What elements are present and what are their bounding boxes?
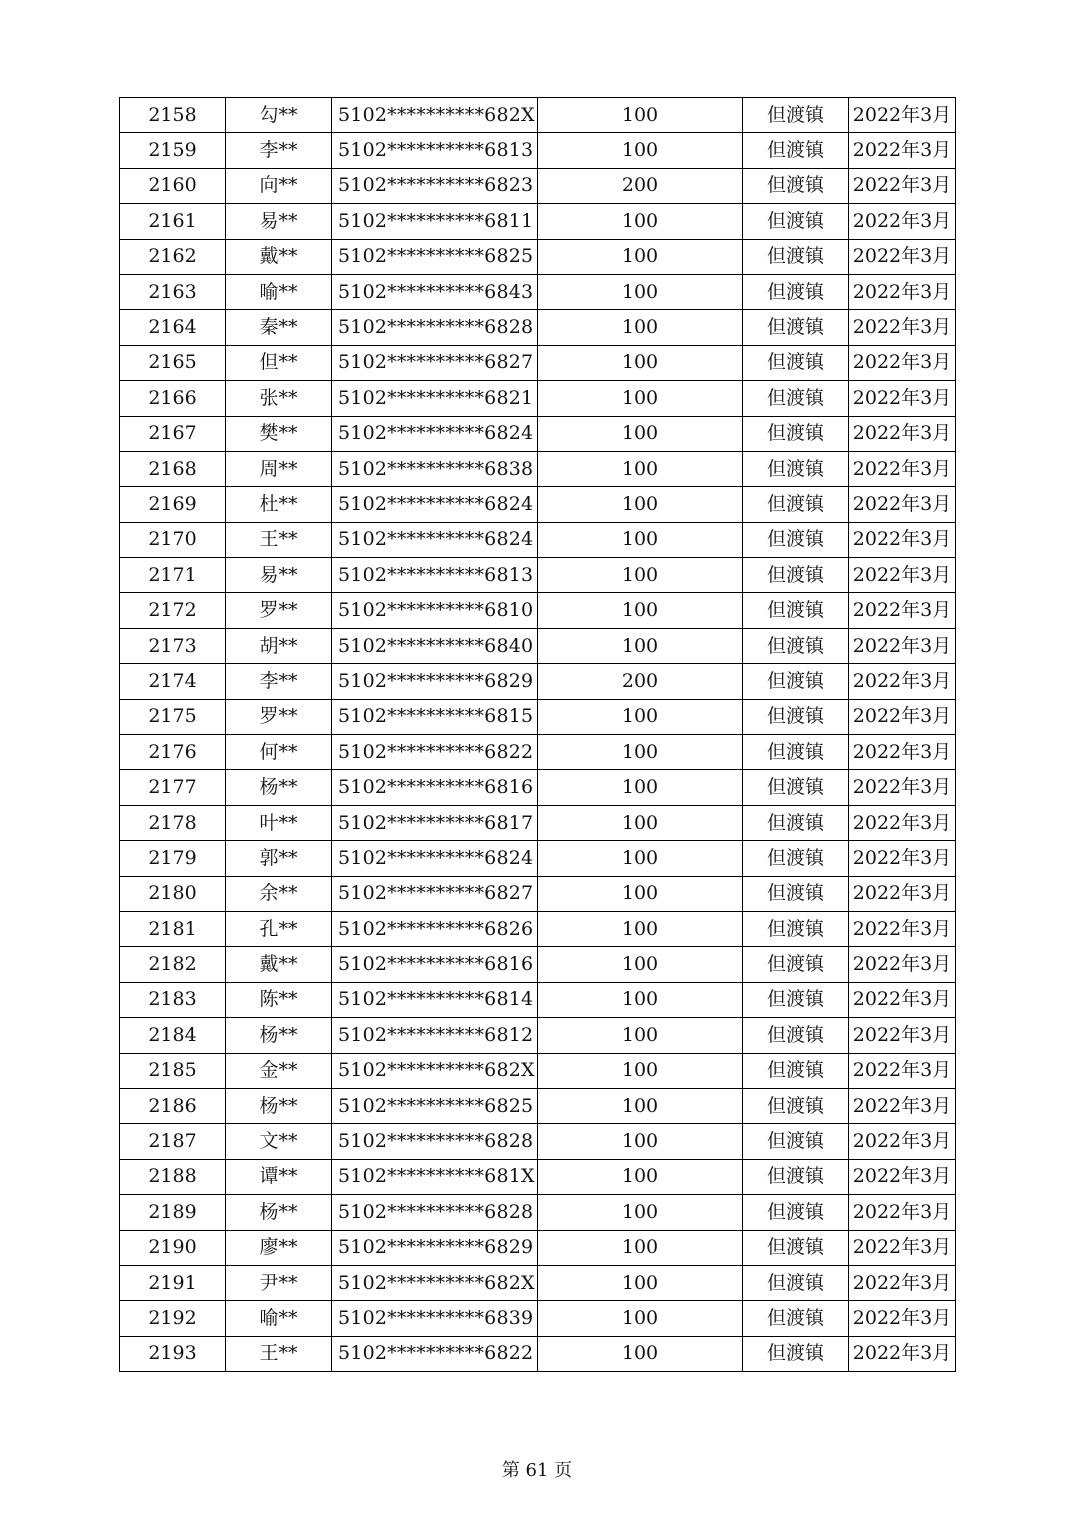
name-cell: 王** <box>226 1336 332 1371</box>
amount-cell: 100 <box>538 876 743 911</box>
amount-cell: 100 <box>538 982 743 1017</box>
id-number-cell: 5102**********6840 <box>332 628 538 663</box>
amount-cell: 200 <box>538 664 743 699</box>
serial-number-cell: 2159 <box>120 133 226 168</box>
table-row <box>120 593 956 628</box>
town-cell: 但渡镇 <box>743 168 849 203</box>
serial-number-cell: 2188 <box>120 1159 226 1194</box>
table-row <box>120 1018 956 1053</box>
amount-cell: 100 <box>538 1195 743 1230</box>
serial-number-cell: 2173 <box>120 628 226 663</box>
table-row <box>120 664 956 699</box>
town-cell: 但渡镇 <box>743 204 849 239</box>
date-cell: 2022年3月 <box>849 876 956 911</box>
date-cell: 2022年3月 <box>849 451 956 486</box>
table-row <box>120 451 956 486</box>
table-row <box>120 699 956 734</box>
serial-number-cell: 2170 <box>120 522 226 557</box>
name-cell: 王** <box>226 522 332 557</box>
date-cell: 2022年3月 <box>849 982 956 1017</box>
table-row <box>120 204 956 239</box>
date-cell: 2022年3月 <box>849 1230 956 1265</box>
amount-cell: 100 <box>538 1124 743 1159</box>
id-number-cell: 5102**********6824 <box>332 416 538 451</box>
amount-cell: 100 <box>538 1301 743 1336</box>
date-cell: 2022年3月 <box>849 204 956 239</box>
table-row <box>120 274 956 309</box>
id-number-cell: 5102**********6812 <box>332 1018 538 1053</box>
id-number-cell: 5102**********6828 <box>332 310 538 345</box>
amount-cell: 100 <box>538 381 743 416</box>
id-number-cell: 5102**********6828 <box>332 1195 538 1230</box>
table-row <box>120 1053 956 1088</box>
date-cell: 2022年3月 <box>849 664 956 699</box>
date-cell: 2022年3月 <box>849 239 956 274</box>
name-cell: 杜** <box>226 487 332 522</box>
table-row <box>120 522 956 557</box>
town-cell: 但渡镇 <box>743 522 849 557</box>
table-row <box>120 947 956 982</box>
serial-number-cell: 2182 <box>120 947 226 982</box>
name-cell: 樊** <box>226 416 332 451</box>
name-cell: 喻** <box>226 1301 332 1336</box>
id-number-cell: 5102**********6823 <box>332 168 538 203</box>
serial-number-cell: 2161 <box>120 204 226 239</box>
town-cell: 但渡镇 <box>743 805 849 840</box>
id-number-cell: 5102**********6824 <box>332 841 538 876</box>
name-cell: 罗** <box>226 593 332 628</box>
town-cell: 但渡镇 <box>743 1018 849 1053</box>
table-row <box>120 1159 956 1194</box>
id-number-cell: 5102**********6825 <box>332 1088 538 1123</box>
amount-cell: 100 <box>538 805 743 840</box>
name-cell: 郭** <box>226 841 332 876</box>
name-cell: 秦** <box>226 310 332 345</box>
table-row <box>120 1088 956 1123</box>
date-cell: 2022年3月 <box>849 558 956 593</box>
amount-cell: 100 <box>538 911 743 946</box>
id-number-cell: 5102**********682X <box>332 98 538 133</box>
id-number-cell: 5102**********6822 <box>332 735 538 770</box>
serial-number-cell: 2169 <box>120 487 226 522</box>
town-cell: 但渡镇 <box>743 558 849 593</box>
amount-cell: 100 <box>538 1265 743 1300</box>
date-cell: 2022年3月 <box>849 168 956 203</box>
name-cell: 罗** <box>226 699 332 734</box>
serial-number-cell: 2163 <box>120 274 226 309</box>
id-number-cell: 5102**********6810 <box>332 593 538 628</box>
amount-cell: 100 <box>538 593 743 628</box>
date-cell: 2022年3月 <box>849 628 956 663</box>
table-row <box>120 841 956 876</box>
date-cell: 2022年3月 <box>849 1053 956 1088</box>
serial-number-cell: 2181 <box>120 911 226 946</box>
town-cell: 但渡镇 <box>743 451 849 486</box>
id-number-cell: 5102**********6811 <box>332 204 538 239</box>
amount-cell: 100 <box>538 770 743 805</box>
table-row <box>120 1230 956 1265</box>
id-number-cell: 5102**********6827 <box>332 876 538 911</box>
serial-number-cell: 2187 <box>120 1124 226 1159</box>
table-row <box>120 310 956 345</box>
id-number-cell: 5102**********6825 <box>332 239 538 274</box>
serial-number-cell: 2190 <box>120 1230 226 1265</box>
town-cell: 但渡镇 <box>743 310 849 345</box>
town-cell: 但渡镇 <box>743 239 849 274</box>
town-cell: 但渡镇 <box>743 381 849 416</box>
date-cell: 2022年3月 <box>849 274 956 309</box>
table-row <box>120 1195 956 1230</box>
id-number-cell: 5102**********6827 <box>332 345 538 380</box>
town-cell: 但渡镇 <box>743 1195 849 1230</box>
amount-cell: 100 <box>538 522 743 557</box>
date-cell: 2022年3月 <box>849 805 956 840</box>
town-cell: 但渡镇 <box>743 664 849 699</box>
serial-number-cell: 2171 <box>120 558 226 593</box>
date-cell: 2022年3月 <box>849 1159 956 1194</box>
table-row <box>120 345 956 380</box>
town-cell: 但渡镇 <box>743 1124 849 1159</box>
date-cell: 2022年3月 <box>849 947 956 982</box>
amount-cell: 100 <box>538 487 743 522</box>
name-cell: 杨** <box>226 1195 332 1230</box>
amount-cell: 100 <box>538 133 743 168</box>
serial-number-cell: 2158 <box>120 98 226 133</box>
amount-cell: 100 <box>538 1336 743 1371</box>
date-cell: 2022年3月 <box>849 345 956 380</box>
amount-cell: 100 <box>538 1088 743 1123</box>
table-row <box>120 1301 956 1336</box>
date-cell: 2022年3月 <box>849 1018 956 1053</box>
table-row <box>120 133 956 168</box>
amount-cell: 100 <box>538 239 743 274</box>
serial-number-cell: 2168 <box>120 451 226 486</box>
amount-cell: 100 <box>538 735 743 770</box>
name-cell: 杨** <box>226 1018 332 1053</box>
amount-cell: 100 <box>538 416 743 451</box>
id-number-cell: 5102**********6814 <box>332 982 538 1017</box>
name-cell: 杨** <box>226 770 332 805</box>
town-cell: 但渡镇 <box>743 98 849 133</box>
name-cell: 文** <box>226 1124 332 1159</box>
name-cell: 张** <box>226 381 332 416</box>
id-number-cell: 5102**********6816 <box>332 770 538 805</box>
town-cell: 但渡镇 <box>743 1053 849 1088</box>
id-number-cell: 5102**********6829 <box>332 664 538 699</box>
serial-number-cell: 2183 <box>120 982 226 1017</box>
table-row <box>120 168 956 203</box>
table-row <box>120 98 956 133</box>
id-number-cell: 5102**********6813 <box>332 133 538 168</box>
amount-cell: 100 <box>538 451 743 486</box>
serial-number-cell: 2179 <box>120 841 226 876</box>
serial-number-cell: 2162 <box>120 239 226 274</box>
id-number-cell: 5102**********6829 <box>332 1230 538 1265</box>
page-number: 第 61 页 <box>501 1460 573 1481</box>
id-number-cell: 5102**********681X <box>332 1159 538 1194</box>
serial-number-cell: 2193 <box>120 1336 226 1371</box>
date-cell: 2022年3月 <box>849 735 956 770</box>
id-number-cell: 5102**********6817 <box>332 805 538 840</box>
table-body <box>120 98 956 1372</box>
serial-number-cell: 2185 <box>120 1053 226 1088</box>
table-row <box>120 982 956 1017</box>
id-number-cell: 5102**********6824 <box>332 522 538 557</box>
serial-number-cell: 2186 <box>120 1088 226 1123</box>
id-number-cell: 5102**********6826 <box>332 911 538 946</box>
id-number-cell: 5102**********6843 <box>332 274 538 309</box>
date-cell: 2022年3月 <box>849 1265 956 1300</box>
name-cell: 杨** <box>226 1088 332 1123</box>
serial-number-cell: 2189 <box>120 1195 226 1230</box>
date-cell: 2022年3月 <box>849 841 956 876</box>
table-row <box>120 770 956 805</box>
table-row <box>120 1336 956 1371</box>
date-cell: 2022年3月 <box>849 1088 956 1123</box>
town-cell: 但渡镇 <box>743 982 849 1017</box>
serial-number-cell: 2176 <box>120 735 226 770</box>
table-row <box>120 487 956 522</box>
name-cell: 余** <box>226 876 332 911</box>
date-cell: 2022年3月 <box>849 416 956 451</box>
table-row <box>120 1265 956 1300</box>
town-cell: 但渡镇 <box>743 345 849 380</box>
serial-number-cell: 2175 <box>120 699 226 734</box>
name-cell: 何** <box>226 735 332 770</box>
town-cell: 但渡镇 <box>743 735 849 770</box>
amount-cell: 100 <box>538 947 743 982</box>
id-number-cell: 5102**********6839 <box>332 1301 538 1336</box>
amount-cell: 200 <box>538 168 743 203</box>
town-cell: 但渡镇 <box>743 770 849 805</box>
date-cell: 2022年3月 <box>849 770 956 805</box>
serial-number-cell: 2174 <box>120 664 226 699</box>
table-row <box>120 1124 956 1159</box>
name-cell: 胡** <box>226 628 332 663</box>
date-cell: 2022年3月 <box>849 381 956 416</box>
town-cell: 但渡镇 <box>743 593 849 628</box>
name-cell: 勾** <box>226 98 332 133</box>
amount-cell: 100 <box>538 310 743 345</box>
table-row <box>120 558 956 593</box>
date-cell: 2022年3月 <box>849 310 956 345</box>
name-cell: 叶** <box>226 805 332 840</box>
id-number-cell: 5102**********6813 <box>332 558 538 593</box>
id-number-cell: 5102**********6838 <box>332 451 538 486</box>
town-cell: 但渡镇 <box>743 628 849 663</box>
town-cell: 但渡镇 <box>743 1230 849 1265</box>
serial-number-cell: 2191 <box>120 1265 226 1300</box>
name-cell: 易** <box>226 558 332 593</box>
table-row <box>120 239 956 274</box>
serial-number-cell: 2180 <box>120 876 226 911</box>
name-cell: 喻** <box>226 274 332 309</box>
serial-number-cell: 2172 <box>120 593 226 628</box>
table-row <box>120 628 956 663</box>
name-cell: 李** <box>226 133 332 168</box>
name-cell: 廖** <box>226 1230 332 1265</box>
table-row <box>120 416 956 451</box>
name-cell: 孔** <box>226 911 332 946</box>
name-cell: 周** <box>226 451 332 486</box>
amount-cell: 100 <box>538 628 743 663</box>
amount-cell: 100 <box>538 345 743 380</box>
name-cell: 戴** <box>226 239 332 274</box>
table-row <box>120 911 956 946</box>
table-row <box>120 381 956 416</box>
id-number-cell: 5102**********6815 <box>332 699 538 734</box>
table-row <box>120 805 956 840</box>
town-cell: 但渡镇 <box>743 876 849 911</box>
table-row <box>120 876 956 911</box>
town-cell: 但渡镇 <box>743 947 849 982</box>
name-cell: 李** <box>226 664 332 699</box>
date-cell: 2022年3月 <box>849 522 956 557</box>
id-number-cell: 5102**********6821 <box>332 381 538 416</box>
id-number-cell: 5102**********6822 <box>332 1336 538 1371</box>
subsidy-roster-table <box>119 97 956 1372</box>
date-cell: 2022年3月 <box>849 133 956 168</box>
name-cell: 谭** <box>226 1159 332 1194</box>
name-cell: 但** <box>226 345 332 380</box>
town-cell: 但渡镇 <box>743 1301 849 1336</box>
town-cell: 但渡镇 <box>743 1265 849 1300</box>
serial-number-cell: 2177 <box>120 770 226 805</box>
amount-cell: 100 <box>538 1018 743 1053</box>
id-number-cell: 5102**********682X <box>332 1053 538 1088</box>
serial-number-cell: 2178 <box>120 805 226 840</box>
date-cell: 2022年3月 <box>849 593 956 628</box>
date-cell: 2022年3月 <box>849 1301 956 1336</box>
date-cell: 2022年3月 <box>849 98 956 133</box>
name-cell: 尹** <box>226 1265 332 1300</box>
town-cell: 但渡镇 <box>743 911 849 946</box>
amount-cell: 100 <box>538 699 743 734</box>
serial-number-cell: 2184 <box>120 1018 226 1053</box>
amount-cell: 100 <box>538 1053 743 1088</box>
amount-cell: 100 <box>538 558 743 593</box>
town-cell: 但渡镇 <box>743 274 849 309</box>
date-cell: 2022年3月 <box>849 1124 956 1159</box>
town-cell: 但渡镇 <box>743 416 849 451</box>
town-cell: 但渡镇 <box>743 1159 849 1194</box>
id-number-cell: 5102**********6816 <box>332 947 538 982</box>
town-cell: 但渡镇 <box>743 133 849 168</box>
town-cell: 但渡镇 <box>743 841 849 876</box>
id-number-cell: 5102**********6828 <box>332 1124 538 1159</box>
town-cell: 但渡镇 <box>743 1336 849 1371</box>
date-cell: 2022年3月 <box>849 911 956 946</box>
town-cell: 但渡镇 <box>743 699 849 734</box>
serial-number-cell: 2167 <box>120 416 226 451</box>
table-row <box>120 735 956 770</box>
serial-number-cell: 2192 <box>120 1301 226 1336</box>
name-cell: 向** <box>226 168 332 203</box>
serial-number-cell: 2164 <box>120 310 226 345</box>
date-cell: 2022年3月 <box>849 699 956 734</box>
serial-number-cell: 2165 <box>120 345 226 380</box>
amount-cell: 100 <box>538 1230 743 1265</box>
date-cell: 2022年3月 <box>849 487 956 522</box>
date-cell: 2022年3月 <box>849 1195 956 1230</box>
amount-cell: 100 <box>538 841 743 876</box>
name-cell: 易** <box>226 204 332 239</box>
id-number-cell: 5102**********682X <box>332 1265 538 1300</box>
amount-cell: 100 <box>538 1159 743 1194</box>
id-number-cell: 5102**********6824 <box>332 487 538 522</box>
name-cell: 金** <box>226 1053 332 1088</box>
town-cell: 但渡镇 <box>743 1088 849 1123</box>
serial-number-cell: 2166 <box>120 381 226 416</box>
serial-number-cell: 2160 <box>120 168 226 203</box>
name-cell: 戴** <box>226 947 332 982</box>
town-cell: 但渡镇 <box>743 487 849 522</box>
date-cell: 2022年3月 <box>849 1336 956 1371</box>
amount-cell: 100 <box>538 274 743 309</box>
amount-cell: 100 <box>538 204 743 239</box>
amount-cell: 100 <box>538 98 743 133</box>
name-cell: 陈** <box>226 982 332 1017</box>
